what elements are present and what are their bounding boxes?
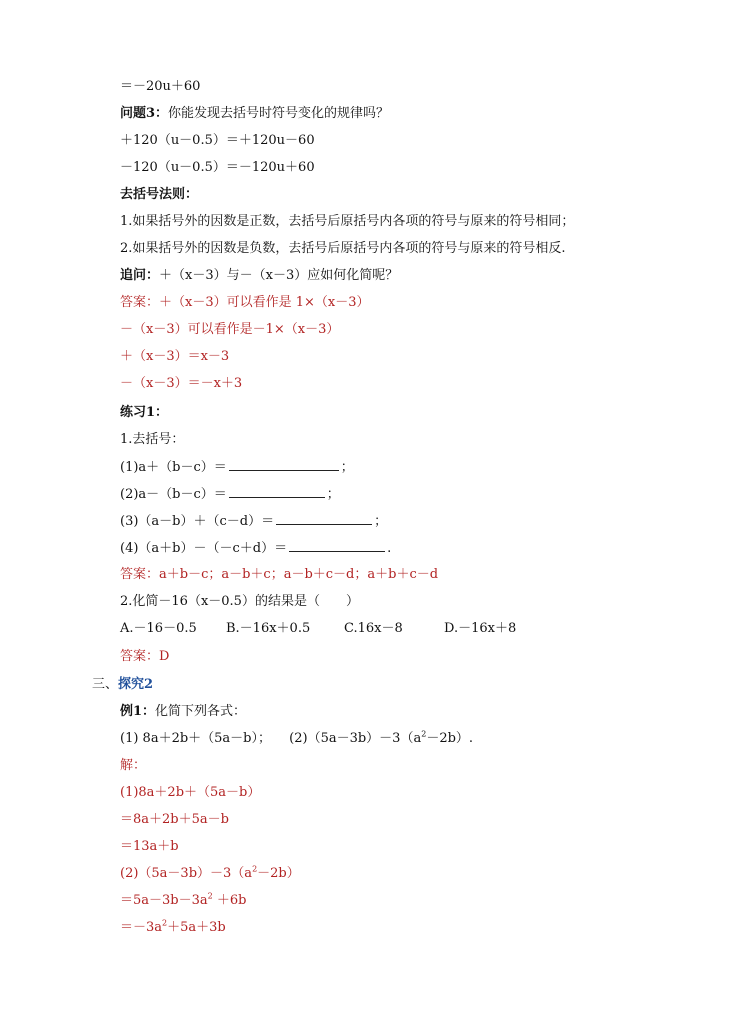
solution-step: ＝13a＋b (120, 839, 179, 854)
example-items (120, 730, 473, 748)
exercise-item-4: (4)（a＋b）－（－c＋d）＝ . (120, 541, 392, 556)
exercise-item-3: (3)（a－b）＋（c－d）＝ ； (120, 514, 388, 529)
solution-step: $=-3a^2+5a+3b$ (120, 918, 226, 935)
answer-line: 答案：D (120, 649, 170, 664)
option-b[interactable]: B.－16x＋0.5 (226, 621, 311, 636)
exercise-item-2: (2)a－（b－c）＝ ； (120, 487, 340, 502)
exercise-item-1: (1)a＋（b－c）＝ ； (120, 460, 354, 475)
solution-step: ＝8a＋2b＋5a－b (120, 812, 229, 827)
section-number: 三、 (92, 677, 119, 692)
answer-blank[interactable] (289, 539, 385, 552)
equation-line: ＋120（u－0.5）＝＋120u－60 (120, 133, 315, 148)
rule-heading: 去括号法则： (120, 187, 199, 202)
solution-step: $(2)(5a-3b)-3(a^2-2b)$ (120, 864, 300, 881)
example-item-1: (1) 8a＋2b＋（5a－b）； (120, 731, 272, 746)
solution-step: (1)8a＋2b＋（5a－b） (120, 785, 261, 800)
option-d[interactable]: D.－16x＋8 (444, 621, 517, 636)
question-3 (120, 105, 389, 123)
answer-line: 答案：＋（x－3）可以看作是 1×（x－3） (120, 295, 370, 310)
example-text: 化简下列各式： (155, 704, 247, 719)
section-heading (92, 676, 153, 694)
solution-step: $=5a-3b-3a^2 +6b$ (120, 891, 247, 908)
example-1 (120, 703, 246, 721)
example-item-2: $(2)(5a-3b)-3(a^2-2b)$. (289, 729, 474, 746)
question-text: 你能发现去括号时符号变化的规律吗？ (168, 106, 390, 121)
rule-item-2: 2.如果括号外的因数是负数，去括号后原括号内各项的符号与原来的符号相反. (120, 241, 566, 256)
example-label: 例1： (120, 704, 156, 719)
exercise-item-5: 2.化简－16（x－0.5）的结果是（ ） (120, 594, 359, 609)
equation-line: ＝－20u＋60 (120, 79, 201, 94)
answer-line: ＋（x－3）＝x－3 (120, 349, 230, 364)
question-label: 问题3： (120, 106, 169, 121)
answer-line: －（x－3）可以看作是－1×（x－3） (120, 322, 340, 337)
choice-options (120, 620, 516, 638)
exercise-prompt: 1.去括号： (120, 432, 185, 447)
answer-blank[interactable] (229, 485, 325, 498)
equation-line: －120（u－0.5）＝－120u＋60 (120, 160, 315, 175)
solution-label: 解： (120, 758, 147, 773)
answer-blank[interactable] (276, 512, 372, 525)
answer-line: 答案：a＋b－c；a－b＋c；a－b＋c－d；a＋b＋c－d (120, 567, 439, 582)
section-title: 探究2 (118, 677, 154, 692)
rule-item-1: 1.如果括号外的因数是正数，去括号后原括号内各项的符号与原来的符号相同； (120, 214, 575, 229)
option-a[interactable]: A.－16－0.5 (120, 621, 197, 636)
follow-up-question (120, 267, 398, 285)
exercise-heading: 练习1： (120, 405, 169, 420)
answer-blank[interactable] (229, 458, 339, 471)
follow-up-label: 追问： (120, 268, 160, 283)
answer-line: －（x－3）＝－x＋3 (120, 376, 243, 391)
option-c[interactable]: C.16x－8 (344, 621, 403, 636)
follow-up-text: ＋（x－3）与－（x－3）应如何化简呢？ (159, 268, 399, 283)
